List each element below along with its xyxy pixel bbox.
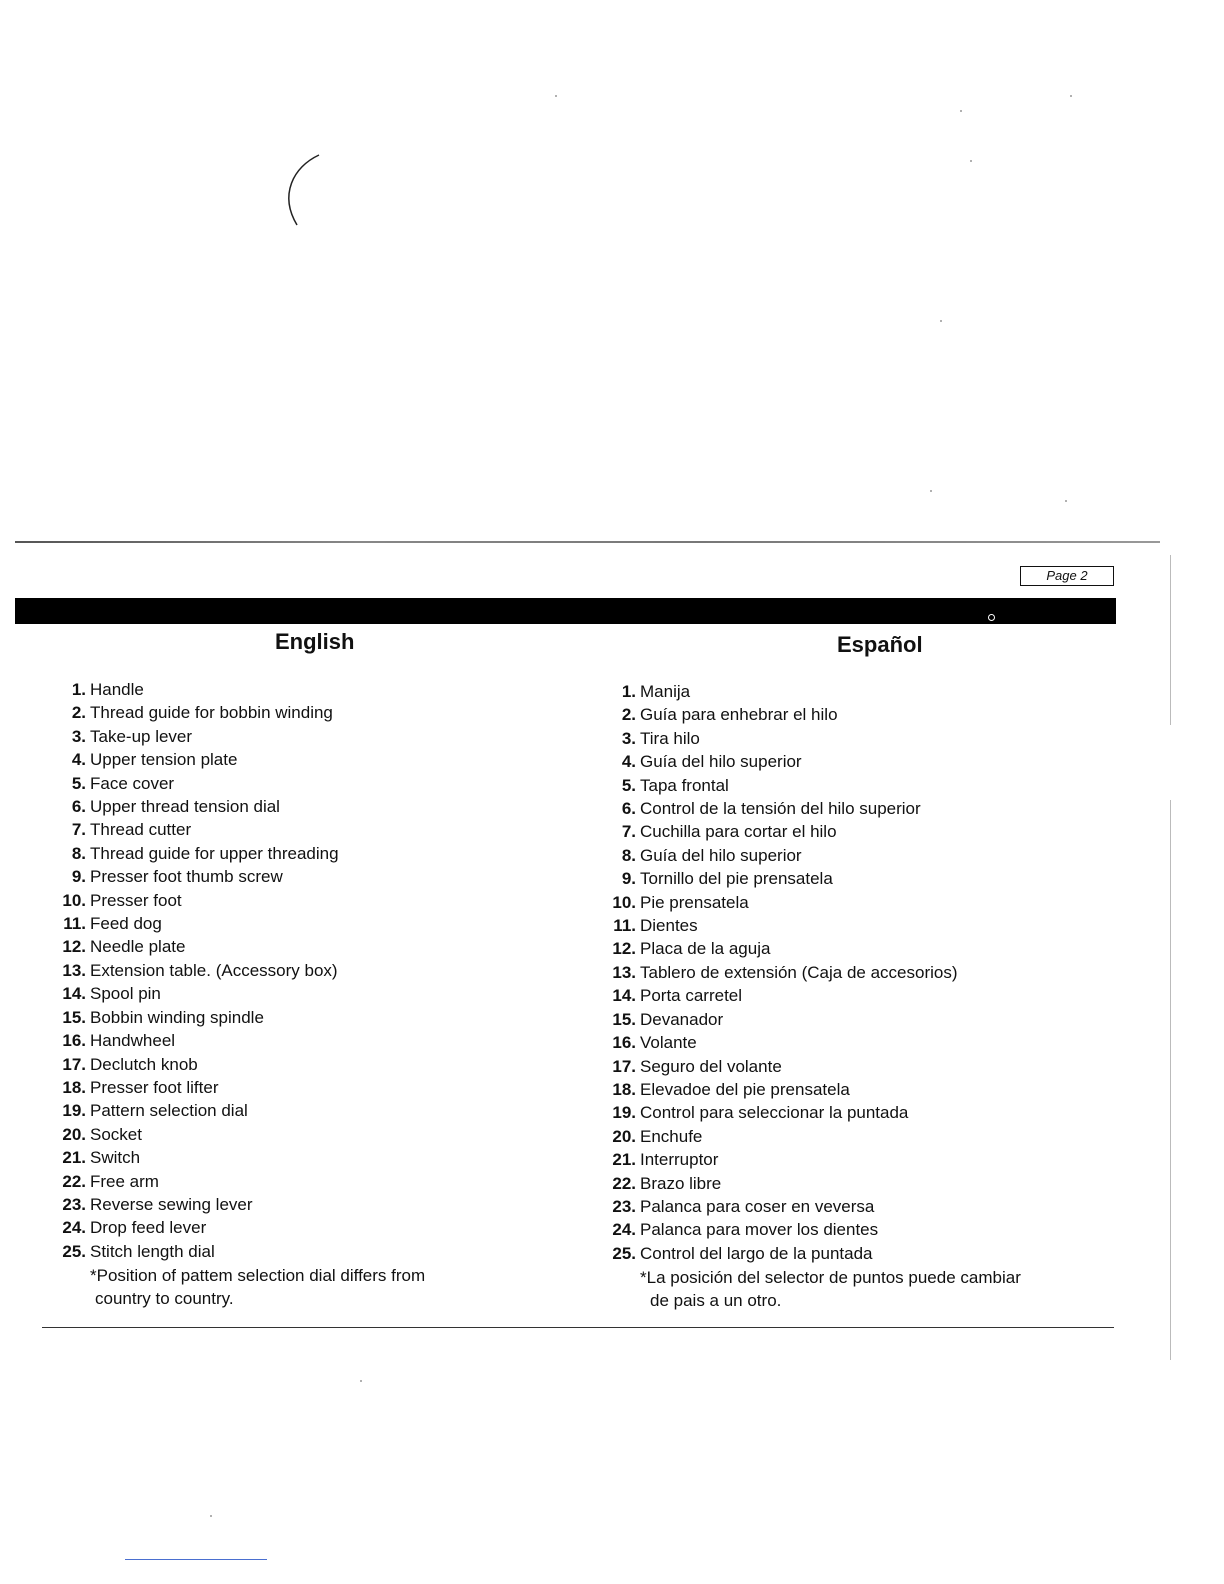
list-item — [600, 680, 958, 703]
list-item — [600, 1242, 958, 1265]
item-number: 21. — [62, 1148, 86, 1168]
item-number: 15. — [612, 1009, 636, 1029]
item-text: Free arm — [90, 1171, 159, 1191]
list-item — [600, 1172, 958, 1195]
item-number: 6. — [71, 797, 86, 817]
spanish-parts-list — [600, 680, 958, 1265]
list-item — [50, 982, 339, 1005]
list-item — [600, 1218, 958, 1241]
item-text: Extension table. (Accessory box) — [90, 960, 338, 980]
list-item — [600, 1055, 958, 1078]
english-heading: English — [275, 629, 355, 654]
item-text: Handle — [90, 680, 144, 699]
item-number: 13. — [62, 960, 86, 980]
list-item — [50, 818, 339, 841]
scan-margin-line — [1170, 800, 1171, 1360]
item-number: 8. — [621, 845, 636, 865]
header-bar — [15, 598, 1116, 624]
item-number: 14. — [612, 986, 636, 1006]
item-text: Pattern selection dial — [90, 1101, 248, 1121]
scan-edge-line — [15, 541, 1160, 543]
item-number: 22. — [62, 1171, 86, 1191]
item-number: 13. — [612, 962, 636, 982]
item-number: 8. — [71, 843, 86, 863]
item-text: Drop feed lever — [90, 1218, 207, 1238]
item-number: 19. — [612, 1103, 636, 1123]
item-text: Upper thread tension dial — [90, 797, 280, 817]
item-text: Feed dog — [90, 914, 162, 934]
english-parts-list — [50, 678, 339, 1263]
item-text: Tablero de extensión (Caja de accesorios) — [640, 962, 958, 982]
scan-speck — [555, 95, 557, 97]
list-item — [50, 1170, 339, 1193]
item-text: Stitch length dial — [90, 1241, 215, 1261]
spanish-footnote — [640, 1266, 1060, 1313]
list-item — [600, 937, 958, 960]
item-text: Tira hilo — [640, 728, 700, 748]
list-item — [600, 750, 958, 773]
item-text: Thread cutter — [90, 820, 192, 840]
item-text: Brazo libre — [640, 1173, 722, 1193]
item-number: 22. — [612, 1173, 636, 1193]
item-text: Interruptor — [640, 1150, 719, 1170]
item-number: 3. — [621, 728, 636, 748]
item-text: Control del largo de la puntada — [640, 1243, 873, 1263]
item-text: Needle plate — [90, 937, 186, 957]
item-text: Guía del hilo superior — [640, 752, 802, 772]
item-number: 2. — [71, 703, 86, 723]
item-text: Guía para enhebrar el hilo — [640, 705, 838, 725]
item-text: Thread guide for bobbin winding — [90, 703, 333, 723]
item-text: Upper tension plate — [90, 750, 238, 770]
list-item — [50, 1146, 339, 1169]
item-text: Palanca para coser en veversa — [640, 1196, 875, 1216]
list-item — [50, 701, 339, 724]
bottom-divider — [42, 1327, 1114, 1328]
item-text: Manija — [640, 682, 691, 701]
item-text: Take-up lever — [90, 726, 193, 746]
item-text: Handwheel — [90, 1031, 176, 1051]
item-text: Tornillo del pie prensatela — [640, 869, 833, 889]
spanish-heading: Español — [837, 632, 923, 657]
list-item — [50, 889, 339, 912]
item-number: 10. — [612, 892, 636, 912]
scan-speck — [360, 1380, 362, 1382]
item-number: 12. — [612, 939, 636, 959]
list-item — [50, 1240, 339, 1263]
item-text: Declutch knob — [90, 1054, 198, 1074]
item-number: 18. — [62, 1077, 86, 1097]
item-text: Reverse sewing lever — [90, 1194, 253, 1214]
item-number: 5. — [621, 775, 636, 795]
list-item — [600, 867, 958, 890]
list-item — [50, 748, 339, 771]
item-text: Palanca para mover los dientes — [640, 1220, 879, 1240]
item-number: 7. — [71, 820, 86, 840]
list-item — [600, 727, 958, 750]
item-text: Dientes — [640, 916, 698, 936]
list-item — [600, 891, 958, 914]
item-number: 17. — [612, 1056, 636, 1076]
item-number: 1. — [621, 682, 636, 701]
list-item — [50, 1216, 339, 1239]
scan-speck — [960, 110, 962, 112]
list-item — [600, 984, 958, 1007]
footnote-line: *La posición del selector de puntos puede cambiar — [640, 1268, 1021, 1287]
handwritten-paren-mark — [275, 145, 325, 230]
list-item — [50, 842, 339, 865]
item-text: Guía del hilo superior — [640, 845, 802, 865]
item-text: Enchufe — [640, 1126, 703, 1146]
item-number: 16. — [612, 1033, 636, 1053]
item-number: 10. — [62, 890, 86, 910]
header-bar-dot — [988, 614, 995, 621]
list-item — [50, 935, 339, 958]
item-number: 12. — [62, 937, 86, 957]
item-text: Face cover — [90, 773, 175, 793]
item-number: 16. — [62, 1031, 86, 1051]
item-number: 21. — [612, 1150, 636, 1170]
item-text: Presser foot — [90, 890, 182, 910]
item-text: Seguro del volante — [640, 1056, 782, 1076]
list-item — [50, 1006, 339, 1029]
item-number: 4. — [71, 750, 86, 770]
item-text: Pie prensatela — [640, 892, 749, 912]
item-text: Control para seleccionar la puntada — [640, 1103, 909, 1123]
scan-speck — [970, 160, 972, 162]
list-item — [50, 959, 339, 982]
list-item — [600, 961, 958, 984]
english-footnote — [90, 1264, 470, 1311]
scan-blue-mark — [125, 1559, 267, 1560]
item-number: 18. — [612, 1079, 636, 1099]
item-number: 2. — [621, 705, 636, 725]
item-number: 9. — [71, 867, 86, 887]
scan-speck — [1070, 95, 1072, 97]
footnote-line: *Position of pattem selection dial differs from — [90, 1266, 426, 1285]
item-number: 19. — [62, 1101, 86, 1121]
item-number: 23. — [62, 1194, 86, 1214]
item-text: Placa de la aguja — [640, 939, 771, 959]
item-number: 15. — [62, 1007, 86, 1027]
item-text: Porta carretel — [640, 986, 743, 1006]
list-item — [50, 795, 339, 818]
item-number: 20. — [62, 1124, 86, 1144]
list-item — [600, 797, 958, 820]
list-item — [50, 912, 339, 935]
item-number: 11. — [63, 914, 86, 934]
item-number: 24. — [612, 1220, 636, 1240]
list-item — [600, 1195, 958, 1218]
scan-speck — [940, 320, 942, 322]
list-item — [50, 725, 339, 748]
list-item — [600, 1008, 958, 1031]
item-text: Tapa frontal — [640, 775, 729, 795]
item-number: 24. — [62, 1218, 86, 1238]
item-number: 7. — [621, 822, 636, 842]
item-number: 6. — [621, 799, 636, 819]
item-number: 20. — [612, 1126, 636, 1146]
item-text: Devanador — [640, 1009, 724, 1029]
item-text: Switch — [90, 1148, 141, 1168]
list-item — [600, 703, 958, 726]
list-item — [600, 820, 958, 843]
list-item — [50, 1123, 339, 1146]
list-item — [600, 1148, 958, 1171]
list-item — [50, 678, 339, 701]
item-number: 4. — [621, 752, 636, 772]
item-number: 5. — [71, 773, 86, 793]
item-number: 17. — [62, 1054, 86, 1074]
item-text: Volante — [640, 1033, 697, 1053]
scan-margin-line — [1170, 555, 1171, 725]
footnote-line: country to country. — [95, 1289, 234, 1309]
item-number: 25. — [612, 1243, 636, 1263]
item-number: 25. — [62, 1241, 86, 1261]
list-item — [50, 1076, 339, 1099]
item-number: 11. — [613, 916, 636, 936]
list-item — [600, 1125, 958, 1148]
item-number: 14. — [62, 984, 86, 1004]
list-item — [600, 1078, 958, 1101]
list-item — [50, 1099, 339, 1122]
list-item — [600, 844, 958, 867]
scan-speck — [930, 490, 932, 492]
item-text: Spool pin — [90, 984, 161, 1004]
list-item — [600, 914, 958, 937]
scan-speck — [1065, 500, 1067, 502]
list-item — [600, 1031, 958, 1054]
footnote-line: de pais a un otro. — [650, 1291, 782, 1311]
item-text: Presser foot lifter — [90, 1077, 219, 1097]
item-text: Thread guide for upper threading — [90, 843, 339, 863]
list-item — [50, 1193, 339, 1216]
list-item — [600, 1101, 958, 1124]
item-text: Control de la tensión del hilo superior — [640, 799, 921, 819]
item-text: Socket — [90, 1124, 142, 1144]
item-text: Cuchilla para cortar el hilo — [640, 822, 837, 842]
list-item — [50, 1029, 339, 1052]
page-number-badge: Page 2 — [1020, 566, 1114, 586]
item-number: 23. — [612, 1196, 636, 1216]
item-number: 1. — [71, 680, 86, 699]
list-item — [50, 772, 339, 795]
item-text: Bobbin winding spindle — [90, 1007, 264, 1027]
list-item — [50, 1053, 339, 1076]
item-text: Presser foot thumb screw — [90, 867, 283, 887]
item-text: Elevadoe del pie prensatela — [640, 1079, 850, 1099]
list-item — [600, 774, 958, 797]
item-number: 3. — [71, 726, 86, 746]
item-number: 9. — [621, 869, 636, 889]
list-item — [50, 865, 339, 888]
scan-speck — [210, 1515, 212, 1517]
